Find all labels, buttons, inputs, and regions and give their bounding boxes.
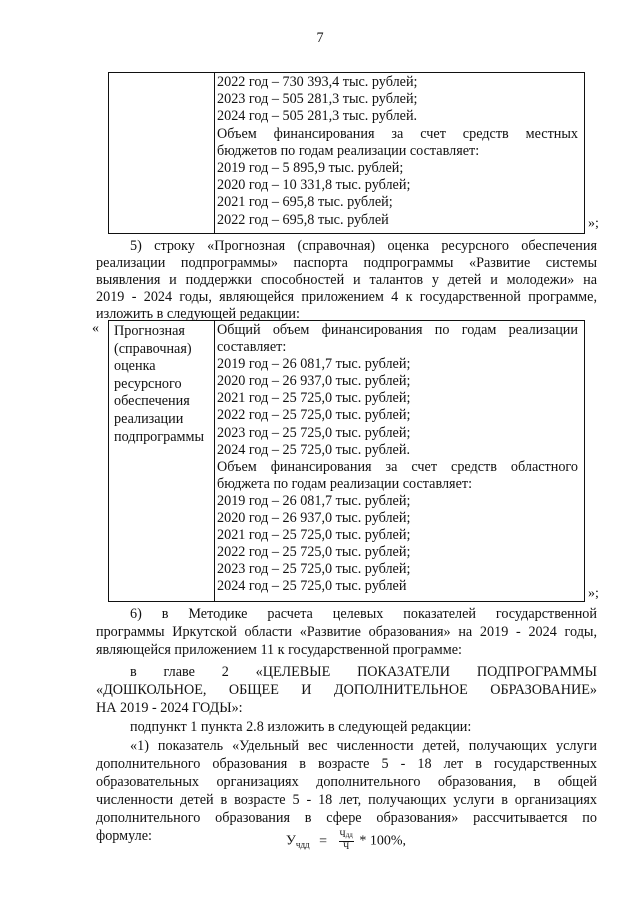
paragraph-line: выявления и поддержки способностей и талантов у детей и молодежи» на (96, 272, 597, 288)
table-line: 2022 год – 695,8 тыс. рублей (217, 211, 389, 228)
table-line: 2020 год – 26 937,0 тыс. рублей; (217, 373, 411, 390)
formula-numerator: Чдд (339, 830, 353, 840)
table-divider (214, 73, 215, 233)
paragraph-line: являющейся приложением 11 к государственной программе: (96, 642, 462, 658)
paragraph-line: в главе 2 «ЦЕЛЕВЫЕ ПОКАЗАТЕЛИ ПОДПРОГРАММЫ (130, 664, 597, 680)
resource-estimate-table (108, 320, 585, 602)
table-line: 2019 год – 5 895,9 тыс. рублей; (217, 160, 404, 177)
table-line: Объем финансирования за счет средств областного (217, 458, 578, 475)
financing-cell (217, 74, 578, 229)
row-header-line: оценка (114, 358, 156, 375)
row-header (114, 323, 212, 446)
row-header-line: подпрограммы (114, 428, 204, 445)
table-line: Общий объем финансирования по годам реализации (217, 322, 578, 338)
paragraph-line: 5) строку «Прогнозная (справочная) оценка ресурсного обеспечения (130, 238, 597, 254)
table-line: бюджета по годам реализации составляет: (217, 475, 473, 492)
formula-lhs-subscript: чдд (295, 839, 310, 850)
row-header-line: реализации (114, 410, 184, 427)
formula-equals: = (319, 833, 328, 849)
formula-rhs: * 100%, (359, 833, 406, 849)
paragraph-line: реализации подпрограммы» паспорта подпрограммы «Развитие системы (96, 255, 597, 271)
table-line: 2020 год – 10 331,8 тыс. рублей; (217, 177, 411, 194)
paragraph-line: «1) показатель «Удельный вес численности детей, получающих услуги (130, 738, 597, 754)
row-header-line: (справочная) (114, 340, 192, 357)
formula-lhs: У (286, 833, 296, 849)
row-header-line: обеспечения (114, 393, 190, 410)
paragraph-line: образовательных организациях дополнительного образования, в общей (96, 774, 597, 790)
table-line: 2021 год – 695,8 тыс. рублей; (217, 194, 393, 211)
closing-quote: »; (588, 216, 599, 231)
table-line: 2021 год – 25 725,0 тыс. рублей; (217, 527, 411, 544)
table-line: составляет: (217, 339, 287, 356)
opening-quote: « (92, 321, 99, 336)
table-line: 2024 год – 25 725,0 тыс. рублей. (217, 441, 410, 458)
paragraph-line: дополнительного образования в возрасте 5 - 18 лет в государственных (96, 756, 597, 772)
paragraph-line: 2019 - 2024 годы, являющейся приложением 4 к государственной программе, (96, 289, 597, 305)
closing-quote: »; (588, 586, 599, 601)
table-line: Объем финансирования за счет средств местных (217, 125, 578, 142)
paragraph-line: программы Иркутской области «Развитие образования» на 2019 - 2024 годы, (96, 624, 597, 640)
paragraph-line: изложить в следующей редакции: (96, 306, 300, 322)
page-number: 7 (316, 30, 324, 46)
table-line: 2023 год – 25 725,0 тыс. рублей; (217, 561, 411, 578)
table-line: 2019 год – 26 081,7 тыс. рублей; (217, 492, 411, 509)
formula-denominator: Ч (343, 842, 350, 852)
table-divider (214, 321, 215, 601)
table-line: бюджетов по годам реализации составляет: (217, 142, 480, 159)
row-header-line: ресурсного (114, 375, 182, 392)
table-line: 2021 год – 25 725,0 тыс. рублей; (217, 390, 411, 407)
formula-fraction (339, 830, 354, 853)
paragraph-line: «ДОШКОЛЬНОЕ, ОБЩЕЕ И ДОПОЛНИТЕЛЬНОЕ ОБРАЗОВАНИЕ» (96, 682, 597, 698)
row-header-line: Прогнозная (114, 323, 185, 339)
table-line: 2024 год – 505 281,3 тыс. рублей. (217, 108, 418, 125)
paragraph-line: подпункт 1 пункта 2.8 изложить в следующей редакции: (130, 719, 472, 735)
table-line: 2022 год – 730 393,4 тыс. рублей; (217, 74, 418, 90)
table-line: 2023 год – 25 725,0 тыс. рублей; (217, 424, 411, 441)
table-line: 2024 год – 25 725,0 тыс. рублей (217, 578, 407, 595)
table-line: 2019 год – 26 081,7 тыс. рублей; (217, 356, 411, 373)
paragraph-line: НА 2019 - 2024 ГОДЫ»: (96, 700, 243, 716)
paragraph-line: формуле: (96, 828, 152, 844)
table-line: 2023 год – 505 281,3 тыс. рублей; (217, 91, 418, 108)
formula (286, 830, 406, 870)
table-line: 2022 год – 25 725,0 тыс. рублей; (217, 544, 411, 561)
table-line: 2020 год – 26 937,0 тыс. рублей; (217, 510, 411, 527)
paragraph-line: 6) в Методике расчета целевых показателей государственной (130, 606, 597, 622)
financing-table-continued (108, 72, 585, 234)
table-line: 2022 год – 25 725,0 тыс. рублей; (217, 407, 411, 424)
paragraph-line: численности детей в возрасте 5 - 18 лет, получающих услуги в организациях (96, 792, 597, 808)
paragraph-line: дополнительного образования в сфере образования» рассчитывается по (96, 810, 597, 826)
financing-cell (217, 322, 578, 596)
